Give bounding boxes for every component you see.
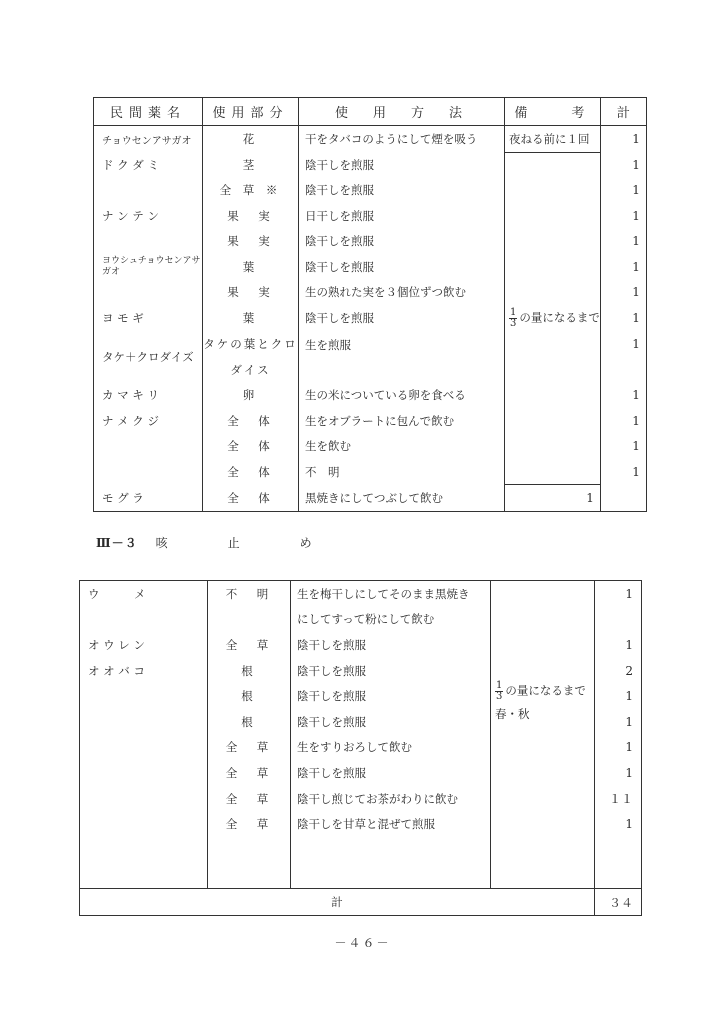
cell-part: タケの葉とクロダイス <box>203 331 299 383</box>
cell-count: 1 <box>595 811 642 837</box>
cell-empty <box>80 863 208 889</box>
cell-note: 夜ねる前に１回 <box>505 126 601 153</box>
cell-method: 生を梅干しにしてそのまま黒焼き <box>291 581 491 607</box>
section-heading <box>96 534 336 551</box>
cell-name <box>80 607 208 633</box>
cell-part: 全 草 ※ <box>203 178 299 204</box>
cell-part: 花 <box>203 126 299 153</box>
cell-part: 根 <box>208 683 291 709</box>
section-number: Ⅲ－３ <box>96 536 138 550</box>
cell-method: 生を飲む <box>299 434 505 460</box>
cell-name: ヨ モ ギ <box>94 305 203 331</box>
cell-method: 干をタバコのようにして煙を吸う <box>299 126 505 153</box>
cell-part: 全 草 <box>208 811 291 837</box>
cell-method: 生をすりおろして飲む <box>291 735 491 761</box>
cell-note-merged <box>491 581 595 889</box>
cell-part: 全 体 <box>203 434 299 460</box>
cell-count: 1 <box>595 683 642 709</box>
note-text: の量になるまで <box>505 683 586 698</box>
cell-name: タケ＋クロダイズ <box>94 331 203 383</box>
cell-name <box>80 786 208 812</box>
cell-method: 生をオブラートに包んで飲む <box>299 408 505 434</box>
header-count: 計 <box>600 98 646 126</box>
total-value: ３４ <box>595 889 642 916</box>
herbal-remedy-table-1 <box>93 97 647 512</box>
cell-part: 根 <box>208 658 291 684</box>
cell-name <box>80 811 208 837</box>
cell-count: 1 <box>600 126 646 153</box>
table-row <box>80 581 642 607</box>
cell-method: 陰干し煎じてお茶がわりに飲む <box>291 786 491 812</box>
cell-count: 1 <box>595 760 642 786</box>
cell-part: 全 草 <box>208 632 291 658</box>
cell-method: 陰干しを甘草と混ぜて煎服 <box>291 811 491 837</box>
cell-part: 茎 <box>203 152 299 178</box>
cell-name: チョウセンアサガオ <box>94 126 203 153</box>
cell-name: ナ ン テ ン <box>94 203 203 229</box>
cell-name: ド ク ダ ミ <box>94 152 203 178</box>
total-label: 計 <box>80 889 595 916</box>
fraction: $\frac{1}{3}$ <box>496 680 503 702</box>
cell-count: 1 <box>600 254 646 280</box>
cell-part: 果 実 <box>203 280 299 306</box>
cell-count: 1 <box>600 152 646 178</box>
note-season: 春・秋 <box>495 707 530 721</box>
header-part: 使用部分 <box>203 98 299 126</box>
table-row <box>94 152 647 178</box>
cell-count: 1 <box>595 735 642 761</box>
cell-count: 1 <box>600 434 646 460</box>
cell-method: 陰干しを煎服 <box>299 254 505 280</box>
header-note: 備 考 <box>505 98 601 126</box>
cell-part: 全 草 <box>208 760 291 786</box>
cell-name: ウ メ <box>80 581 208 607</box>
cell-method: 陰干しを煎服 <box>291 709 491 735</box>
cell-part: 葉 <box>203 305 299 331</box>
cell-count: 1 <box>600 383 646 409</box>
cell-name <box>94 459 203 485</box>
cell-empty <box>291 837 491 863</box>
note-text: の量になるまで <box>519 310 600 325</box>
cell-method: 陰干しを煎服 <box>291 658 491 684</box>
cell-part: 全 体 <box>203 459 299 485</box>
cell-part: 全 体 <box>203 408 299 434</box>
table-row <box>94 485 647 512</box>
cell-empty <box>80 837 208 863</box>
cell-count: 1 <box>600 229 646 255</box>
cell-count: 2 <box>595 658 642 684</box>
cell-name <box>94 434 203 460</box>
cell-name <box>94 178 203 204</box>
cell-method: 不 明 <box>299 459 505 485</box>
total-row <box>80 889 642 916</box>
cell-count: 1 <box>600 459 646 485</box>
cell-name: オ ウ レ ン <box>80 632 208 658</box>
cell-method: 陰干しを煎服 <box>299 178 505 204</box>
cell-method: 陰干しを煎服 <box>291 760 491 786</box>
cell-count: 1 <box>600 178 646 204</box>
cell-method: 黒焼きにしてつぶして飲む <box>299 485 505 512</box>
cell-method: 生の米についている卵を食べる <box>299 383 505 409</box>
cell-method: にしてすって粉にして飲む <box>291 607 491 633</box>
cell-name <box>80 709 208 735</box>
cell-part: 卵 <box>203 383 299 409</box>
cell-method: 陰干しを煎服 <box>299 305 505 331</box>
cell-count: 1 <box>600 408 646 434</box>
cell-count: 1 <box>595 581 642 607</box>
table-row <box>94 126 647 153</box>
cell-method: 陰干しを煎服 <box>299 229 505 255</box>
section-title: 咳 止 め <box>155 536 336 550</box>
cell-count: 1 <box>595 632 642 658</box>
cell-name <box>80 683 208 709</box>
herbal-remedy-table-2 <box>79 580 642 916</box>
cell-count: 1 <box>505 485 601 512</box>
cell-method: 日干しを煎服 <box>299 203 505 229</box>
cell-empty <box>291 863 491 889</box>
cell-count: １１ <box>595 786 642 812</box>
cell-name: モ グ ラ <box>94 485 203 512</box>
cell-part: 全 体 <box>203 485 299 512</box>
cell-name <box>94 280 203 306</box>
cell-method: 陰干しを煎服 <box>291 683 491 709</box>
cell-part: 果 実 <box>203 229 299 255</box>
cell-part: 根 <box>208 709 291 735</box>
cell-count: 1 <box>600 305 646 331</box>
cell-part: 果 実 <box>203 203 299 229</box>
header-name: 民間薬名 <box>94 98 203 126</box>
fraction: $\frac{1}{3}$ <box>510 306 517 329</box>
cell-count: 1 <box>600 280 646 306</box>
cell-count: 1 <box>600 331 646 383</box>
cell-name <box>80 760 208 786</box>
cell-name: ヨウシュチョウセンアサガオ <box>94 254 203 280</box>
cell-empty <box>595 837 642 863</box>
cell-name: カ マ キ リ <box>94 383 203 409</box>
cell-part: 全 草 <box>208 786 291 812</box>
cell-empty <box>208 837 291 863</box>
cell-count <box>595 607 642 633</box>
cell-note-merged <box>505 152 601 485</box>
cell-name: ナ メ ク ジ <box>94 408 203 434</box>
cell-method: 生を煎服 <box>299 331 505 383</box>
cell-part <box>208 607 291 633</box>
cell-method: 陰干しを煎服 <box>291 632 491 658</box>
cell-method: 生の熟れた実を３個位ずつ飲む <box>299 280 505 306</box>
cell-part: 葉 <box>203 254 299 280</box>
cell-part: 全 草 <box>208 735 291 761</box>
cell-count: 1 <box>595 709 642 735</box>
page-number: －４６－ <box>334 936 391 950</box>
cell-name <box>80 735 208 761</box>
cell-empty <box>208 863 291 889</box>
cell-count: 1 <box>600 203 646 229</box>
cell-name <box>94 229 203 255</box>
cell-name: オ オ バ コ <box>80 658 208 684</box>
cell-method: 陰干しを煎服 <box>299 152 505 178</box>
cell-empty <box>595 863 642 889</box>
header-method: 使 用 方 法 <box>299 98 505 126</box>
cell-part: 不 明 <box>208 581 291 607</box>
table-header-row <box>94 98 647 126</box>
